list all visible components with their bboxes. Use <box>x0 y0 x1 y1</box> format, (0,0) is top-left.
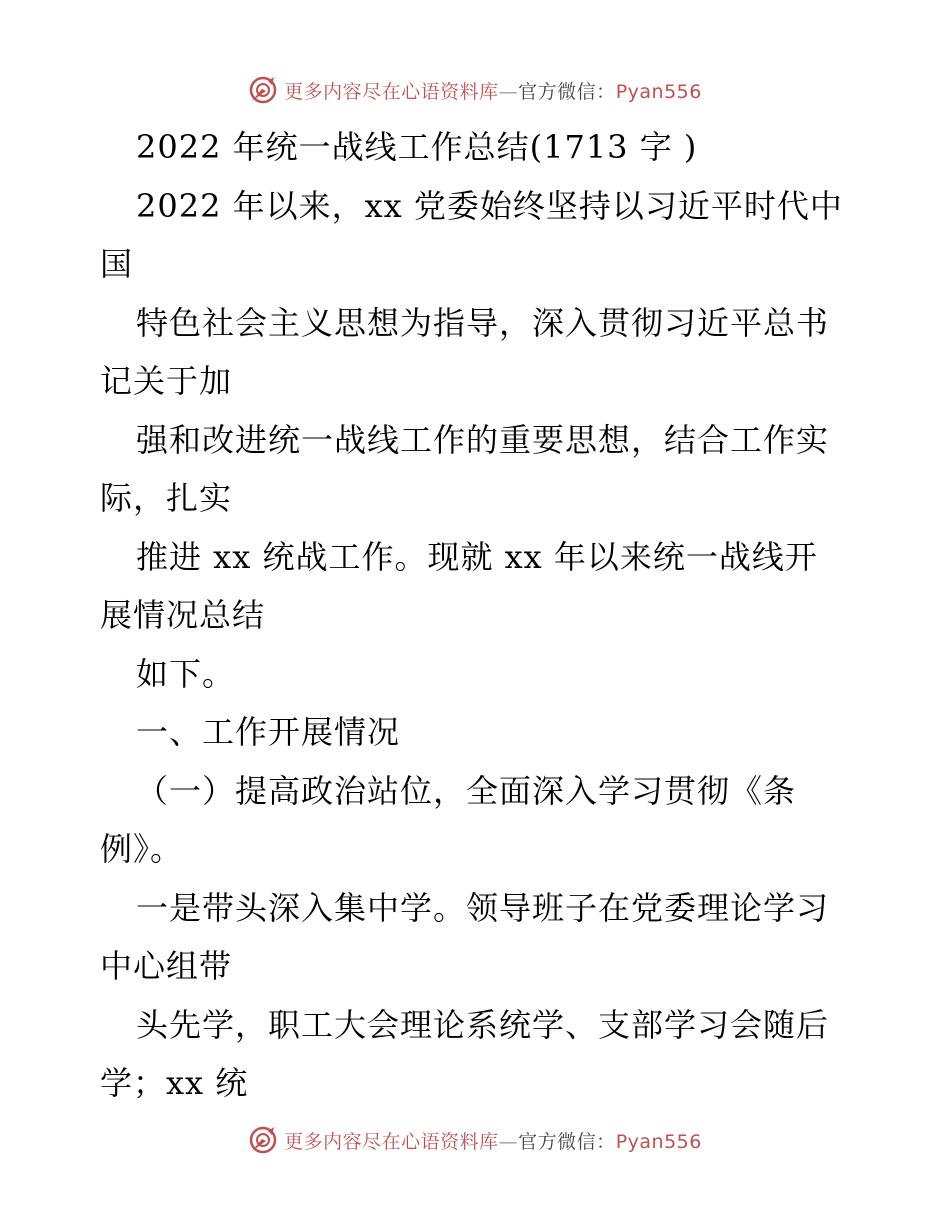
footer-watermark <box>0 1120 950 1160</box>
text-line: 国 <box>100 245 134 283</box>
text-line: 强和改进统一战线工作的重要思想，结合工作实 <box>136 420 830 459</box>
text-line: 一、工作开展情况 <box>136 713 401 751</box>
header-watermark <box>0 70 950 110</box>
text-line: 例》。 <box>100 830 184 868</box>
text-line: 推进 xx 统战工作。现就 xx 年以来统一战线开 <box>136 537 818 576</box>
text-line: 学；xx 统 <box>100 1064 249 1102</box>
text-line: 2022 年统一战线工作总结(1713 字 ) <box>136 128 698 166</box>
text-line: 如下。 <box>136 654 236 693</box>
document-body <box>100 118 852 1113</box>
text-line: 头先学，职工大会理论系统学、支部学习会随后 <box>136 1005 830 1044</box>
watermark-text <box>284 77 702 104</box>
watermark-text <box>284 1127 702 1154</box>
brand-logo-icon <box>248 1125 278 1155</box>
text-line: 中心组带 <box>100 947 233 985</box>
watermark-official: 官方微信： <box>518 1130 616 1153</box>
text-line: 记关于加 <box>100 362 233 400</box>
watermark-separator: — <box>498 1130 519 1153</box>
text-line: 2022 年以来，xx 党委始终坚持以习近平时代中 <box>136 186 843 225</box>
watermark-id: Pyan556 <box>615 80 702 103</box>
text-line: 特色社会主义思想为指导，深入贯彻习近平总书 <box>136 303 830 342</box>
text-line: 际，扎实 <box>100 479 233 517</box>
watermark-id: Pyan556 <box>615 1130 702 1153</box>
text-line: （一）提高政治站位，全面深入学习贯彻《条 <box>136 771 797 810</box>
watermark-brand: 更多内容尽在心语资料库 <box>284 80 499 103</box>
watermark-brand: 更多内容尽在心语资料库 <box>284 1130 499 1153</box>
text-line: 展情况总结 <box>100 596 266 634</box>
watermark-official: 官方微信： <box>518 80 616 103</box>
brand-logo-icon <box>248 75 278 105</box>
watermark-separator: — <box>498 80 519 103</box>
text-line: 一是带头深入集中学。领导班子在党委理论学习 <box>136 888 830 927</box>
